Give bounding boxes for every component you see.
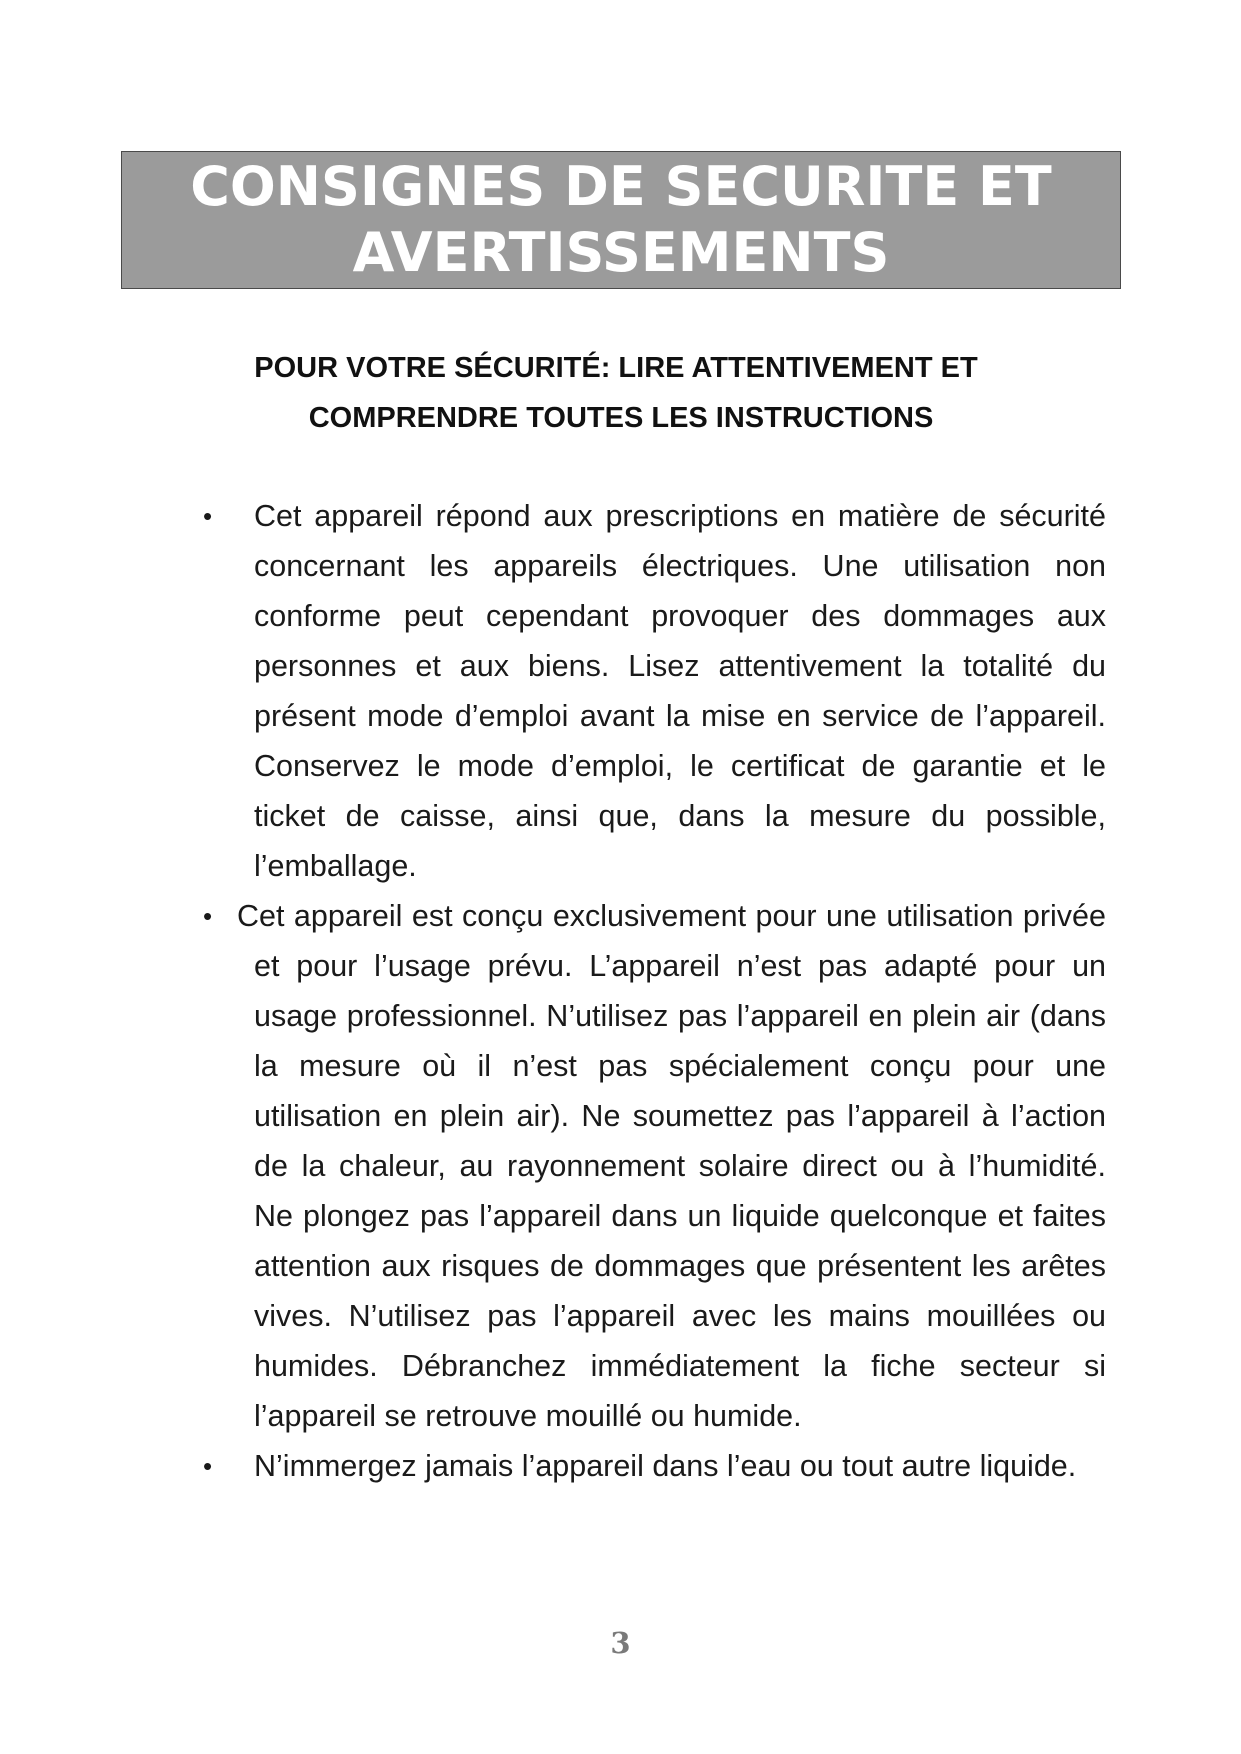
bullet-icon: • [203,501,213,531]
section-title-line-1: CONSIGNES DE SECURITE ET [190,155,1052,218]
list-item-text: N’immergez jamais l’appareil dans l’eau ou tout autre liquide. [254,1449,1077,1483]
list-item-text: Cet appareil est conçu exclusivement pour une utilisation privée et pour l’usage prévu. L’appareil n’est pas adapté pour un usage professionnel. N’utilisez pas l’appareil en plein air (dans la mesure où il n’est pas spécialement conçu pour une utilisation en plein air). Ne soumettez pas l’appareil à l’action de la chaleur, au rayonnement solaire direct ou à l’humidité. Ne plongez pas l’appareil dans un liquide quelconque et faites attention aux risques de dommages que présentent les arêtes vives. N’utilisez pas l’appareil avec les mains mouillées ou humides. Débranchez immédiatement la fiche secteur si l’appareil se retrouve mouillé ou humide. [237,899,1106,1433]
list-item [0,491,1241,891]
bullet-icon: • [203,1451,213,1481]
bullet-icon: • [203,901,213,931]
list-item-text: Cet appareil répond aux prescriptions en matière de sécurité concernant les appareils électriques. Une utilisation non conforme peut cependant provoquer des dommages aux personnes et aux biens. Lisez attentivement la totalité du présent mode d’emploi avant la mise en service de l’appareil. Conservez le mode d’emploi, le certificat de garantie et le ticket de caisse, ainsi que, dans la mesure du possible, l’emballage. [254,499,1106,883]
section-title-box [121,151,1121,289]
section-title-line-2: AVERTISSEMENTS [352,221,890,284]
list-item [0,1441,1241,1491]
safety-subtitle-line-2: COMPRENDRE TOUTES LES INSTRUCTIONS [308,402,934,434]
safety-subtitle-line-1: POUR VOTRE SÉCURITÉ: LIRE ATTENTIVEMENT ET [254,352,978,384]
page-number: 3 [610,1626,631,1660]
list-item [0,891,1241,1441]
safety-subtitle [121,343,1121,443]
safety-instructions-list [0,491,1241,1491]
